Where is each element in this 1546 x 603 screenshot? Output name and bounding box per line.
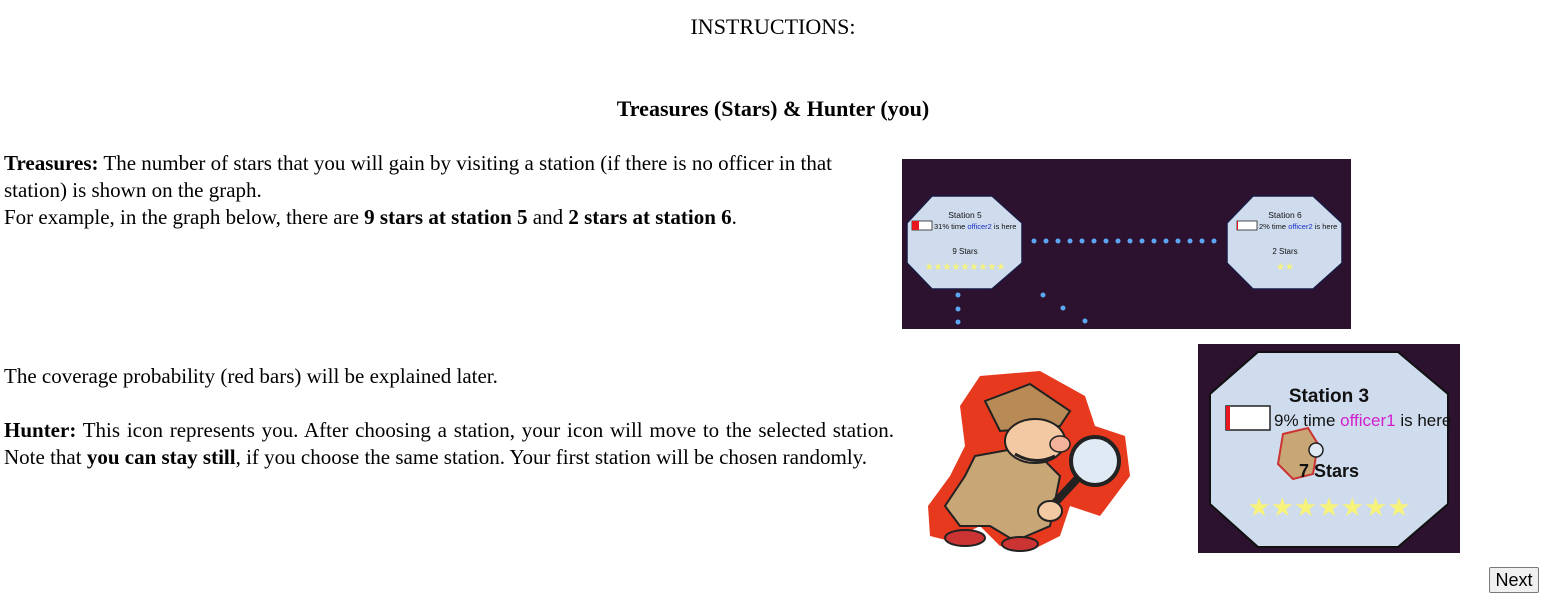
station3-coverage-text: 9% time officer1 is here <box>1274 411 1452 430</box>
coverage-paragraph: The coverage probability (red bars) will be explained later. <box>4 364 498 388</box>
station6-node <box>1227 196 1342 289</box>
hunter-text: This icon represents you. After choosing a station, your icon will move to the selected station. Note that <box>4 418 894 469</box>
station6-name: Station 6 <box>1268 210 1302 220</box>
station3-stars: ★★★★★★★ <box>1247 492 1411 522</box>
station5-name: Station 5 <box>948 210 982 220</box>
station3-name: Station 3 <box>1288 386 1370 407</box>
station3-coverage-fill <box>1226 406 1230 430</box>
station5-coverage-text: 31% time officer2 is here <box>934 222 1017 231</box>
station6-coverage-text: 2% time officer2 is here <box>1259 222 1338 231</box>
treasures-label: Treasures: <box>4 151 99 175</box>
station5-node <box>907 196 1022 289</box>
station3-example-image <box>1198 344 1460 553</box>
hunter-text-end: , if you choose the same station. Your first station will be chosen randomly. <box>235 445 868 469</box>
station6-coverage-bar <box>1237 221 1257 230</box>
station3-stars-label: 7 Stars <box>1298 461 1360 481</box>
station6-coverage-fill <box>1237 221 1238 230</box>
station5-coverage-fill <box>912 221 919 230</box>
station3-coverage-bar <box>1226 406 1270 430</box>
hunter-paragraph <box>4 417 894 471</box>
edge-5-6 <box>1032 239 1217 244</box>
section-title: Treasures (Stars) & Hunter (you) <box>616 96 930 121</box>
treasures-paragraph <box>4 150 894 231</box>
instructions-heading: INSTRUCTIONS: <box>690 14 856 39</box>
edge-lower <box>956 293 1088 325</box>
treasures-example-station6: 2 stars at station 6 <box>568 205 732 229</box>
hunter-bold-text: you can stay still <box>86 445 236 469</box>
example-graph-image <box>902 159 1351 329</box>
station5-stars-label: 9 Stars <box>952 247 978 256</box>
hunter-label: Hunter: <box>4 418 77 442</box>
treasures-example-text: For example, in the graph below, there are <box>4 205 365 229</box>
treasures-example-end: . <box>731 205 737 229</box>
hunter-icon <box>920 366 1135 556</box>
station6-stars-label: 2 Stars <box>1272 247 1298 256</box>
station5-stars: ★★★★★★★★★ <box>924 262 1006 273</box>
treasures-example-station5: 9 stars at station 5 <box>364 205 528 229</box>
station6-stars: ★★ <box>1276 262 1294 273</box>
next-button[interactable]: Next <box>1489 567 1539 593</box>
treasures-text: The number of stars that you will gain by visiting a station (if there is no officer in that station) is shown on the graph. <box>4 151 832 202</box>
treasures-example-and: and <box>527 205 569 229</box>
